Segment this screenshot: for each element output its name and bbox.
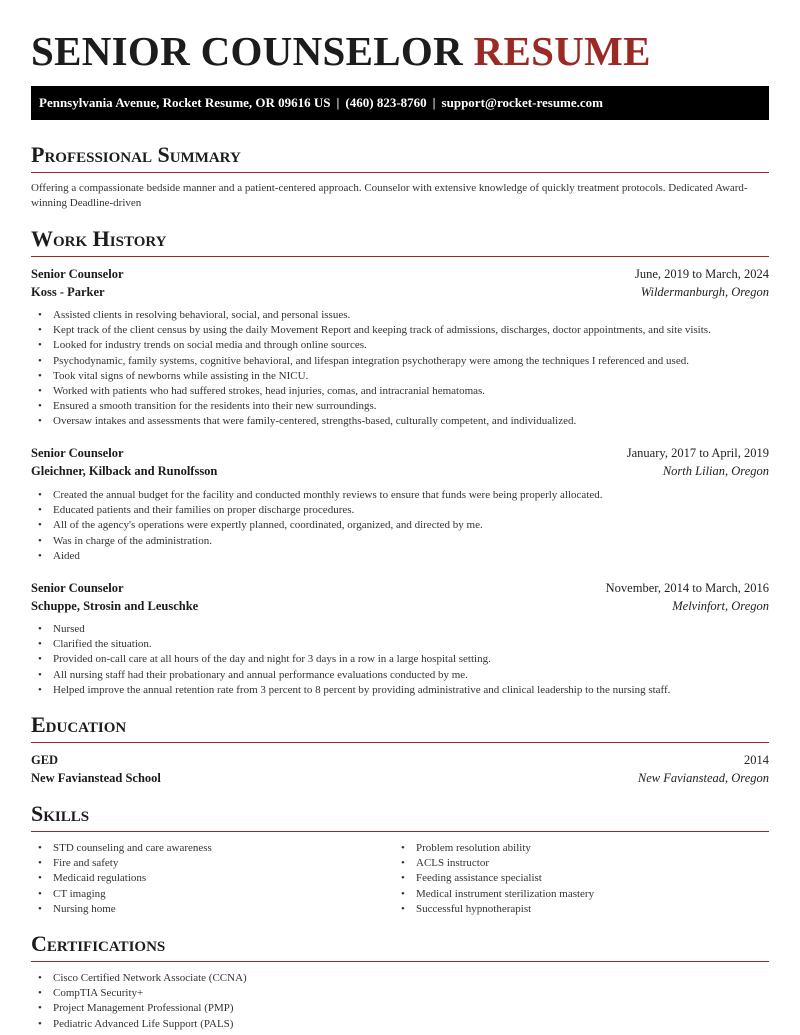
certifications-list [31,971,247,1032]
list-item: • All nursing staff had their probationary and annual performance evaluations conducted by me. [31,668,670,683]
list-item: • ACLS instructor [394,856,594,871]
list-item: • Pediatric Advanced Life Support (PALS) [31,1017,247,1032]
job-title: Senior Counselor [31,267,124,281]
education-header [31,752,769,769]
skills-list-right [394,841,594,917]
job-company: Schuppe, Strosin and Leuschke [31,599,199,613]
summary-text: Offering a compassionate bedside manner and a patient-centered approach. Counselor with extensive knowledge of quickly treatment protocols. Dedicated Award-winning Deadline-driven [31,182,748,209]
job-location: North Lilian, Oregon [662,464,769,478]
job-header [31,445,769,462]
list-item: • Created the annual budget for the facility and conducted monthly reviews to ensure that funds were being properly allocated. [31,488,603,503]
job-dates: January, 2017 to April, 2019 [626,446,769,460]
list-item: • Fire and safety [31,856,212,871]
job-location: Wildermanburgh, Oregon [640,285,769,299]
job-bullets [31,488,603,564]
list-item: • Project Management Professional (PMP) [31,1001,247,1016]
list-item: • Problem resolution ability [394,841,594,856]
list-item: • Feeding assistance specialist [394,871,594,886]
title-accent: RESUME [473,28,651,74]
certifications-heading: Certifications [31,931,769,962]
contact-separator: | [432,95,436,110]
list-item: • All of the agency's operations were expertly planned, coordinated, organized, and directed by me. [31,518,603,533]
contact-address: Pennsylvania Avenue, Rocket Resume, OR 09616 US [39,95,331,110]
job-location: Melvinfort, Oregon [672,599,769,613]
list-item: • Oversaw intakes and assessments that were family-centered, strengths-based, culturally competent, and individualized. [31,414,711,429]
education-year: 2014 [744,753,769,767]
list-item: • Nursing home [31,902,212,917]
job-title: Senior Counselor [31,446,124,460]
education-school: New Favianstead School [31,771,161,785]
contact-bar [31,86,769,120]
list-item: • Aided [31,549,603,564]
list-item: • STD counseling and care awareness [31,841,212,856]
skills-heading: Skills [31,801,769,832]
list-item: • Cisco Certified Network Associate (CCNA) [31,971,247,986]
list-item: • Clarified the situation. [31,637,670,652]
education-location: New Favianstead, Oregon [637,771,769,785]
list-item: • Educated patients and their families on proper discharge procedures. [31,503,603,518]
job-dates: November, 2014 to March, 2016 [605,581,769,595]
resume-title [31,28,651,74]
contact-phone: (460) 823-8760 [345,95,427,110]
list-item: • Successful hypnotherapist [394,902,594,917]
list-item: • Ensured a smooth transition for the residents into their new surroundings. [31,399,711,414]
list-item: • Medical instrument sterilization mastery [394,887,594,902]
list-item: • Helped improve the annual retention rate from 3 percent to 8 percent by providing administrative and clinical leadership to the nursing staff. [31,683,670,698]
job-header [31,580,769,597]
title-main: SENIOR COUNSELOR [31,28,463,74]
job-employer [31,598,769,615]
job-company: Koss - Parker [31,285,105,299]
list-item: • Medicaid regulations [31,871,212,886]
list-item: • Assisted clients in resolving behavioral, social, and personal issues. [31,308,711,323]
list-item: • Nursed [31,622,670,637]
job-employer [31,284,769,301]
list-item: • Took vital signs of newborns while assisting in the NICU. [31,369,711,384]
job-company: Gleichner, Kilback and Runolfsson [31,464,218,478]
skills-list-left [31,841,212,917]
job-employer [31,463,769,480]
work-history-heading: Work History [31,226,769,257]
summary-heading: Professional Summary [31,142,769,173]
list-item: • Worked with patients who had suffered strokes, head injuries, comas, and intracranial hematomas. [31,384,711,399]
list-item: • CT imaging [31,887,212,902]
list-item: • Was in charge of the administration. [31,534,603,549]
list-item: • CompTIA Security+ [31,986,247,1001]
contact-email: support@rocket-resume.com [441,95,603,110]
list-item: • Psychodynamic, family systems, cognitive behavioral, and lifespan integration psychotherapy were among the techniques I referenced and used. [31,354,711,369]
job-dates: June, 2019 to March, 2024 [634,267,769,281]
education-school-row [31,770,769,787]
job-bullets [31,308,711,430]
job-bullets [31,622,670,698]
education-heading: Education [31,712,769,743]
job-title: Senior Counselor [31,581,124,595]
list-item: • Provided on-call care at all hours of the day and night for 3 days in a row in a large hospital setting. [31,652,670,667]
contact-separator: | [336,95,340,110]
education-degree: GED [31,753,59,767]
job-header [31,266,769,283]
list-item: • Looked for industry trends on social media and through online sources. [31,338,711,353]
list-item: • Kept track of the client census by using the daily Movement Report and keeping track of admissions, discharges, doctor appointments, and site visits. [31,323,711,338]
